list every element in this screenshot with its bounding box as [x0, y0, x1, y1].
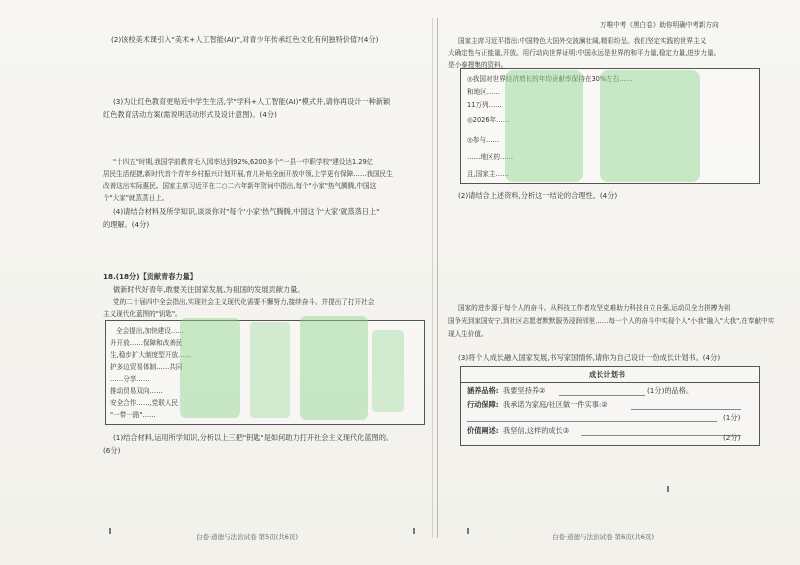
left-q3-line2: 红色教育活动方案(需说明活动形式及设计意图)。(4分) — [103, 110, 277, 119]
registration-mark — [467, 528, 469, 534]
right-footer: 白卷·道德与法治试卷 第6页(共6页) — [552, 533, 654, 541]
left-q18-sub-line2: 主义现代化蓝图的"钥匙"。 — [103, 310, 182, 318]
left-box-line6: 推动贸易双向…… — [110, 387, 163, 395]
watermark-shape — [180, 318, 240, 418]
right-box-line6: ……地区的…… — [467, 153, 514, 161]
left-box-line2: 升开放……保障和改善民 — [110, 339, 183, 347]
registration-mark — [413, 528, 415, 534]
plan-row1-tail: (1分)的品格。 — [647, 386, 694, 395]
right-box-line3: 11万列…… — [467, 101, 502, 109]
left-q2: (2)该校美术课引入"美术+人工智能(AI)",对青少年传承红色文化有何独特价值?(4分) — [111, 35, 379, 44]
plan-row2-text: 我承诺为家庭/社区做一件实事:② — [503, 400, 608, 409]
header-right: 万唯中考《黑白卷》助你明确中考新方向 — [600, 21, 719, 29]
left-q4-line2: 的理解。(4分) — [103, 220, 150, 229]
plan-divider — [461, 382, 759, 383]
plan-row1-label: 涵养品格: — [467, 386, 499, 395]
plan-row1-blank[interactable] — [559, 395, 645, 396]
plan-row3-score: (2分) — [723, 433, 741, 442]
left-box-line5: ……分享…… — [110, 375, 150, 383]
left-box-line4: 护多边贸易体制……共同 — [110, 363, 183, 371]
left-q18-sub-line1: 党的二十届四中全会指出,实现社会主义现代化需要不懈努力,接续奋斗。并提出了打开社会 — [113, 298, 375, 306]
right-para-line3: 现人生价值。 — [448, 330, 488, 338]
left-q1-line2: (6分) — [103, 446, 121, 455]
right-intro-line2: 大确定性与正能量,开放。用行动向世界证明:中国永远是世界的和平力量,稳定力量,进步力量。 — [448, 49, 721, 57]
page-fold — [437, 18, 438, 538]
right-intro-line3: 是小泰搜集的资料。 — [448, 61, 508, 69]
right-box-line2: 和地区…… — [467, 88, 500, 96]
right-box-line1: ◎我国对世界经济增长的年均贡献率保持在30%左右…… — [467, 75, 633, 83]
left-box-line1: 全会提出,加快建设…… — [116, 327, 185, 335]
left-q18-intro: 做新时代好青年,敢要关注国家发展,为祖国的发展贡献力量。 — [113, 285, 305, 294]
growth-plan-box — [460, 366, 760, 446]
left-q4-line1: (4)请结合材料及所学知识,谈谈你对"每个'小家'热气腾腾,中国这个'大家'就蒸蒸日上" — [113, 207, 380, 216]
right-para-line1: 国家的进步源于每个人的奋斗。从科技工作者攻坚克难助力科技自立自强,运动员全力拼搏为祖 — [458, 304, 731, 312]
watermark-shape — [372, 330, 404, 412]
watermark-shape — [600, 70, 700, 182]
left-box-line8: "一带一路"…… — [110, 411, 156, 419]
watermark-shape — [505, 70, 583, 182]
left-para1-line4: 个"大家"就蒸蒸日上。 — [103, 194, 169, 202]
left-q18-title: 18.(18分)【贡献青春力量】 — [103, 272, 197, 281]
registration-mark — [109, 528, 111, 534]
right-box-line5: ◎参与…… — [467, 136, 500, 144]
left-para1-line1: "十四五"时期,我国学前教育毛入园率达到92%,6200多个"一县一中职学校"建设达1.29亿 — [113, 158, 374, 166]
plan-row3-blank[interactable] — [581, 435, 741, 436]
page-fold-shadow — [432, 18, 433, 538]
plan-row2-label: 行动保障: — [467, 400, 499, 409]
watermark-shape — [300, 316, 368, 420]
left-box-line3: 生,稳步扩大制度型开放…… — [110, 351, 192, 359]
left-para1-line2: 居民生活便捷,新时代首个青年乡村振兴计划开展,育儿补贴全面开放申领,上学更有保障……我国民生 — [103, 170, 393, 178]
watermark-shape — [250, 322, 290, 418]
plan-title: 成长计划书 — [589, 370, 625, 379]
plan-row3-label: 价值阐述: — [467, 426, 499, 435]
left-q1-line1: (1)结合材料,运用所学知识,分析以上三把"钥匙"是如何助力打开社会主义现代化蓝图的。 — [113, 433, 394, 442]
registration-mark — [667, 486, 669, 492]
right-box-line4: ◎2026年…… — [467, 116, 510, 124]
right-q3: (3)将个人成长融入国家发展,书写家国情怀,请你为自己设计一份成长计划书。(4分) — [458, 353, 721, 362]
plan-row2-blank2[interactable] — [467, 421, 717, 422]
left-para1-line3: 改善这出实际惠民。国家主席习近平在二○二六年新年贺词中指出,每个"小家"热气腾腾,中国这 — [103, 182, 377, 190]
right-q2: (2)请结合上述资料,分析这一结论的合理性。(4分) — [458, 191, 618, 200]
left-footer: 白卷·道德与法治试卷 第5页(共6页) — [196, 533, 298, 541]
plan-row3-text: 我坚信,这样的成长③ — [503, 426, 570, 435]
plan-row2-score: (1分) — [723, 413, 741, 422]
plan-row1-text: 我要坚持养② — [503, 386, 546, 395]
left-q3-line1: (3)为让红色教育更贴近中学生生活,学"学科+人工智能(AI)"模式并,请你再设计一种新颖 — [113, 97, 391, 106]
right-intro-line1: 国家主席习近平指出:中国特色大国外交波澜壮阔,精彩纷呈。我们坚定实践的世界主义 — [458, 37, 707, 45]
right-box-line7: 且,国家主…… — [467, 170, 509, 178]
left-box-line7: 安全合作……,党联人民 — [110, 399, 179, 407]
plan-row2-blank[interactable] — [631, 409, 741, 410]
right-para-line2: 国争光到家国安宁,到社区志愿者默默服务浸润邻里……每一个人的奋斗中实现个人"小我"融入"大我",在奉献中实 — [448, 317, 775, 325]
